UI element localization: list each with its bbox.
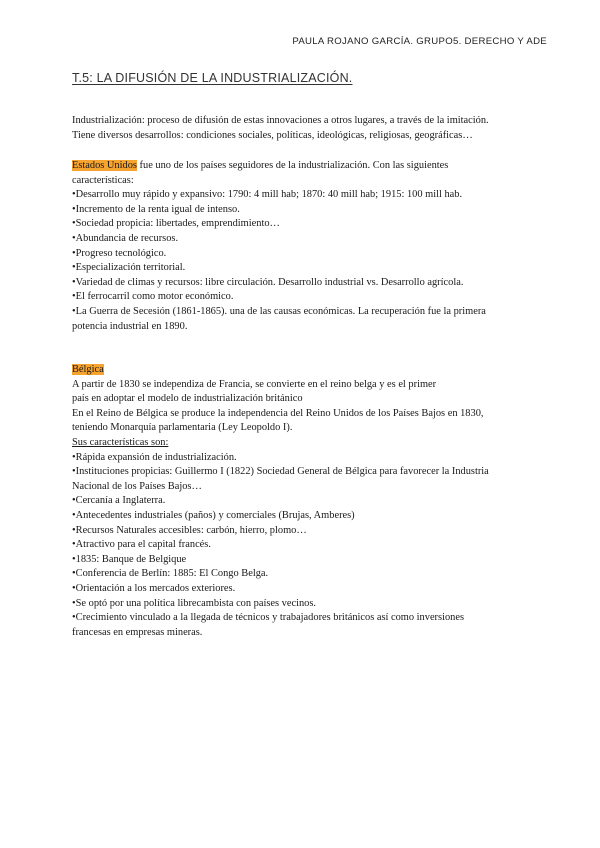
belgica-bullet: •Cercanía a Inglaterra. [72,495,166,507]
belgica-bullet: •Rápida expansión de industrialización. [72,451,237,463]
document-header: PAULA ROJANO GARCÍA. GRUPO5. DERECHO Y ADE [292,36,547,47]
usa-bullet: •El ferrocarril como motor económico. [72,291,234,303]
usa-lead-text: fue uno de los países seguidores de la industrialización. Con las siguientes [136,160,449,171]
belgica-bullet: •Instituciones propicias: Guillermo I (1822) Sociedad General de Bélgica para favorecer la Industria [72,466,489,478]
usa-bullet: •Abundancia de recursos. [72,232,179,244]
page-title: T.5: LA DIFUSIÓN DE LA INDUSTRIALIZACIÓN. [72,71,353,85]
intro-section [72,114,542,143]
usa-bullet: •Progreso tecnológico. [72,247,167,259]
belgica-line: En el Reino de Bélgica se produce la independencia del Reino Unidos de los Países Bajos en 1830, [72,407,484,419]
usa-bullet: •Variedad de climas y recursos: libre circulación. Desarrollo industrial vs. Desarrollo agrícola. [72,276,464,288]
usa-heading: Estados Unidos [72,160,137,171]
usa-section [72,159,542,334]
belgica-section [72,363,542,640]
belgica-subheading: Sus características son: [72,436,169,448]
belgica-bullet: •Recursos Naturales accesibles: carbón, hierro, plomo… [72,524,307,536]
usa-bullet: •Incremento de la renta igual de intenso. [72,203,240,215]
belgica-bullet: •Atractivo para el capital francés. [72,539,211,551]
belgica-line: teniendo Monarquía parlamentaria (Ley Leopoldo I). [72,422,293,434]
belgica-heading-line [72,363,542,378]
usa-lead [72,159,542,174]
usa-lead-cont: características: [72,174,134,186]
belgica-line: país en adoptar el modelo de industrialización británico [72,393,303,405]
belgica-bullet: •Se optó por una política librecambista con países vecinos. [72,597,317,609]
intro-line: Industrialización: proceso de difusión de estas innovaciones a otros lugares, a través de la imitación. [72,115,489,126]
belgica-bullet: Nacional de los Países Bajos… [72,480,202,492]
usa-bullet: •Sociedad propicia: libertades, emprendimiento… [72,218,280,230]
intro-line: Tiene diversos desarrollos: condiciones sociales, políticas, ideológicas, religiosas, geográficas… [72,129,473,141]
belgica-bullet: francesas en empresas mineras. [72,626,203,638]
belgica-bullet: •1835: Banque de Belgique [72,553,187,565]
belgica-bullet: •Crecimiento vinculado a la llegada de técnicos y trabajadores británicos así como inversiones [72,612,464,624]
usa-bullet: •Especialización territorial. [72,262,186,274]
belgica-heading: Bélgica [72,364,104,375]
usa-bullet: •La Guerra de Secesión (1861-1865). una de las causas económicas. La recuperación fue la primera [72,305,486,317]
belgica-line: A partir de 1830 se independiza de Francia, se convierte en el reino belga y es el primer [72,378,437,390]
usa-bullet: potencia industrial en 1890. [72,320,188,332]
belgica-bullet: •Conferencia de Berlín: 1885: El Congo Belga. [72,568,269,580]
belgica-bullet: •Orientación a los mercados exteriores. [72,582,236,594]
belgica-bullet: •Antecedentes industriales (paños) y comerciales (Brujas, Amberes) [72,509,355,521]
usa-bullet: •Desarrollo muy rápido y expansivo: 1790: 4 mill hab; 1870: 40 mill hab; 1915: 100 mill hab. [72,189,463,201]
